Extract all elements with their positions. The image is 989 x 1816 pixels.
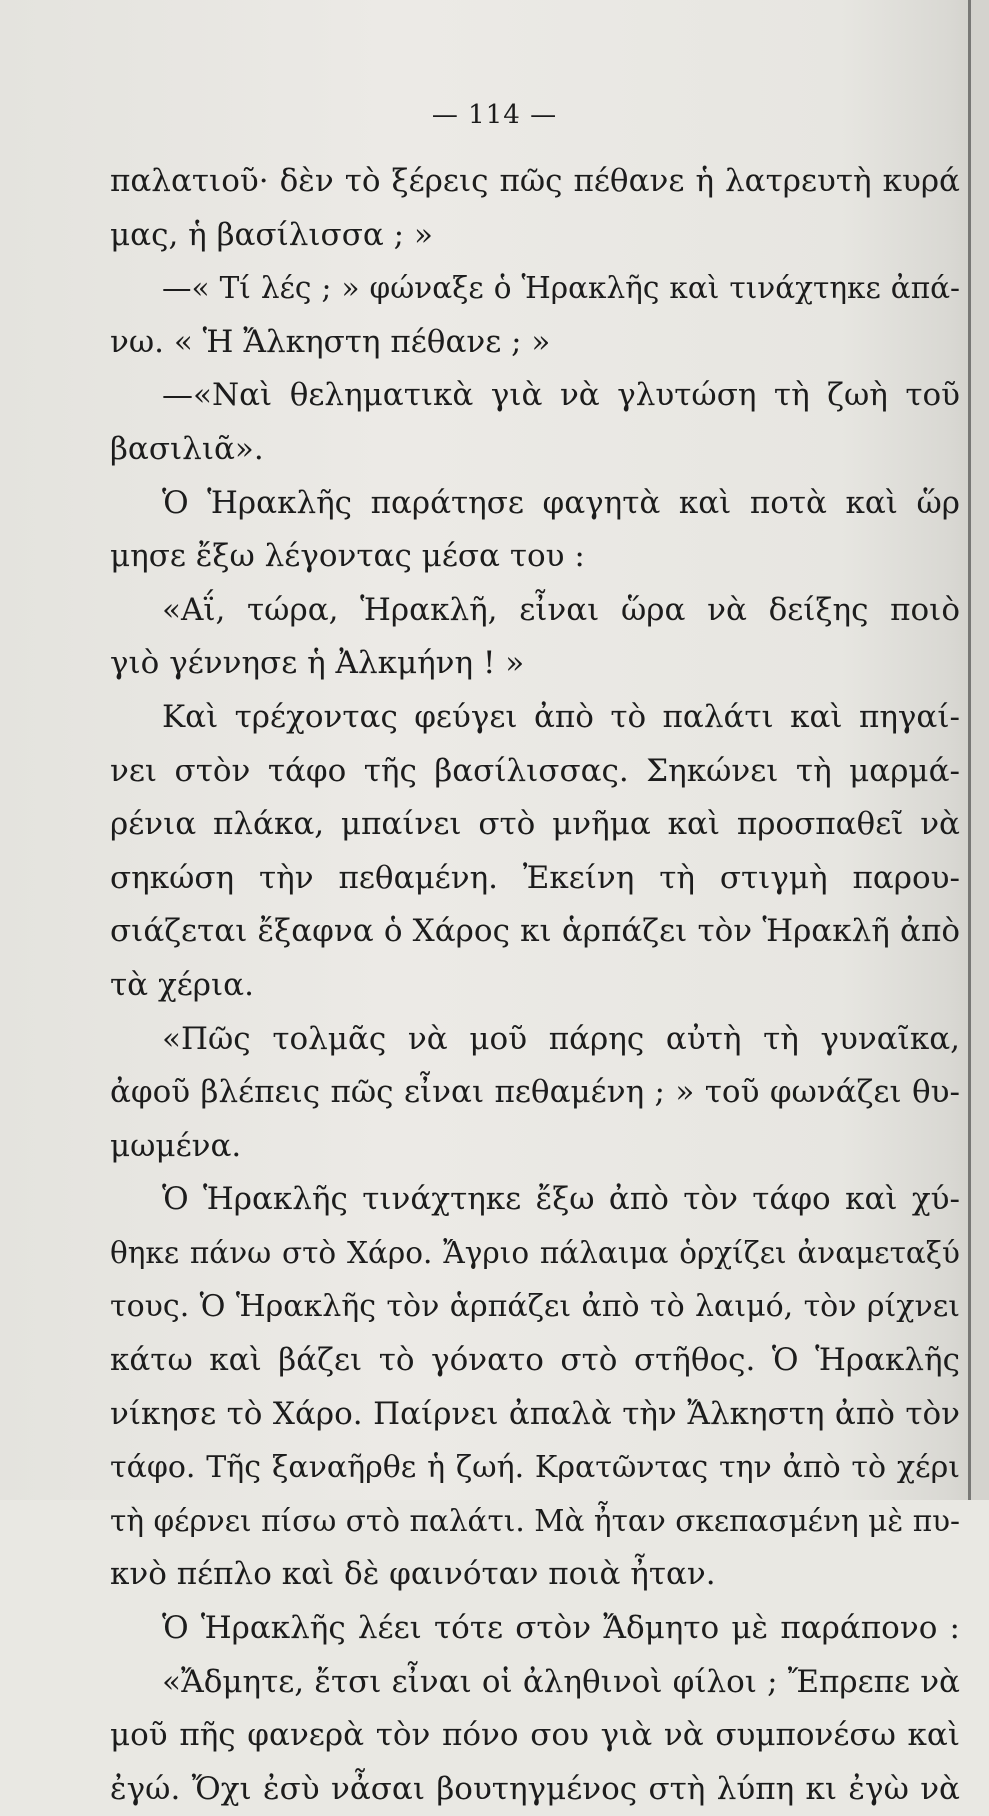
text-line: μωμένα.	[110, 1127, 242, 1164]
text-line: σιάζεται ἔξαφνα ὁ Χάρος κι ἁρπάζει τὸν Ἡρακλῆ ἀπὸ	[110, 913, 960, 950]
text-line: γιὸ γέννησε ἡ Ἀλκμήνη ! »	[110, 645, 525, 682]
text-line: κνὸ πέπλο καὶ δὲ φαινόταν ποιὰ ἦταν.	[110, 1556, 716, 1593]
page-margin-shadow	[973, 0, 989, 1500]
text-line: σηκώση τὴν πεθαμένη. Ἐκείνη τὴ στιγμὴ παρου-	[110, 859, 960, 896]
text-line: «Ἄδμητε, ἔτσι εἶναι οἱ ἀληθινοὶ φίλοι ; Ἔπρεπε νὰ	[162, 1663, 960, 1700]
text-line: μησε ἔξω λέγοντας μέσα του :	[110, 538, 585, 575]
page-edge-line	[968, 0, 971, 1500]
text-line: «Αΐ, τώρα, Ἡρακλῆ, εἶναι ὥρα νὰ δείξης ποιὸ	[162, 591, 960, 628]
text-line: θηκε πάνω στὸ Χάρο. Ἄγριο πάλαιμα ὁρχίζει ἀναμεταξύ	[110, 1235, 960, 1270]
text-line: παλατιοῦ· δὲν τὸ ξέρεις πῶς πέθανε ἡ λατρευτὴ κυρά	[110, 163, 960, 199]
text-line: βασιλιᾶ».	[110, 430, 264, 467]
text-line: νω. « Ἡ Ἄλκηστη πέθανε ; »	[110, 323, 551, 360]
text-line: τὰ χέρια.	[110, 966, 254, 1003]
text-line: —« Τί λές ; » φώναξε ὁ Ἡρακλῆς καὶ τινάχτηκε ἀπά-	[162, 271, 960, 306]
text-line: Καὶ τρέχοντας φεύγει ἀπὸ τὸ παλάτι καὶ πηγαί-	[162, 698, 960, 735]
text-line: Ὁ Ἡρακλῆς λέει τότε στὸν Ἄδμητο μὲ παράπονο :	[162, 1610, 960, 1647]
text-line: Ὁ Ἡρακλῆς παράτησε φαγητὰ καὶ ποτὰ καὶ ὥρ	[162, 484, 960, 521]
text-line: μας, ἡ βασίλισσα ; »	[110, 216, 433, 253]
text-line: νίκησε τὸ Χάρο. Παίρνει ἀπαλὰ τὴν Ἄλκηστη ἀπὸ τὸν	[110, 1395, 960, 1432]
text-line: ἐγώ. Ὄχι ἐσὺ νἆσαι βουτηγμένος στὴ λύπη κι ἐγὼ νὰ	[110, 1770, 960, 1807]
body-text	[110, 155, 960, 1816]
text-line: ρένια πλάκα, μπαίνει στὸ μνῆμα καὶ προσπαθεῖ νὰ	[110, 806, 960, 843]
text-line: τὴ φέρνει πίσω στὸ παλάτι. Μὰ ἦταν σκεπασμένη μὲ πυ-	[110, 1503, 960, 1538]
text-line: «Πῶς τολμᾶς νὰ μοῦ πάρης αὐτὴ τὴ γυναῖκα,	[162, 1020, 960, 1057]
text-line: Ὁ Ἡρακλῆς τινάχτηκε ἔξω ἀπὸ τὸν τάφο καὶ χύ-	[162, 1181, 960, 1218]
text-line: τάφο. Τῆς ξαναῆρθε ἡ ζωή. Κρατῶντας την ἀπὸ τὸ χέρι	[110, 1450, 960, 1486]
text-line: ἀφοῦ βλέπεις πῶς εἶναι πεθαμένη ; » τοῦ φωνάζει θυ-	[110, 1074, 960, 1111]
text-line: νει στὸν τάφο τῆς βασίλισσας. Σηκώνει τὴ μαρμά-	[110, 752, 960, 789]
text-line: κάτω καὶ βάζει τὸ γόνατο στὸ στῆθος. Ὁ Ἡρακλῆς	[110, 1342, 960, 1379]
text-line: μοῦ πῆς φανερὰ τὸν πόνο σου γιὰ νὰ συμπονέσω καὶ	[110, 1717, 960, 1754]
text-line: —«Ναὶ θεληματικὰ γιὰ νὰ γλυτώση τὴ ζωὴ τοῦ	[162, 377, 960, 414]
page-number: — 114 —	[431, 100, 558, 130]
text-line: τους. Ὁ Ἡρακλῆς τὸν ἁρπάζει ἀπὸ τὸ λαιμό, τὸν ρίχνει	[110, 1289, 960, 1325]
